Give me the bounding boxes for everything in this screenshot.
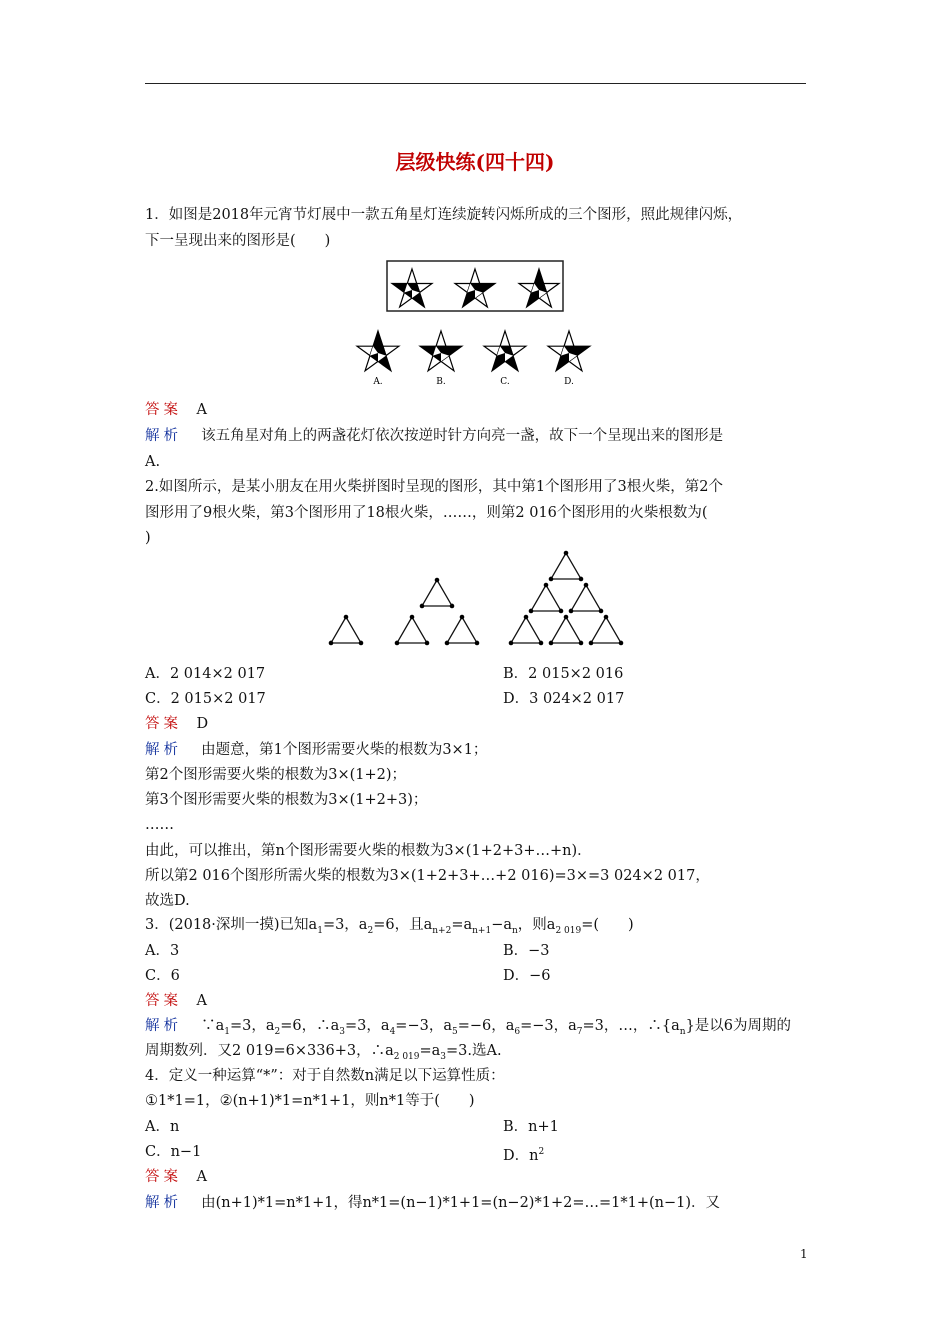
match-head-dot	[544, 583, 549, 588]
q4-stem-line1: 4．定义一种运算“*”：对于自然数n满足以下运算性质：	[145, 1068, 505, 1084]
q1-answer	[145, 400, 207, 420]
match-head-dot	[425, 641, 430, 646]
match-head-dot	[619, 641, 624, 646]
q4-option-c: C．n−1	[145, 1144, 202, 1160]
page-title: 层级快练(四十四)	[395, 150, 555, 174]
match-head-dot	[599, 609, 604, 614]
answer-label: 答案	[145, 993, 182, 1009]
analysis-label: 解析	[145, 428, 182, 444]
q3-answer: 答案 A	[145, 993, 207, 1009]
match-head-dot	[460, 615, 465, 620]
match-head-dot	[359, 641, 364, 646]
fig2-triangle	[422, 580, 452, 606]
answer-label: 答案	[145, 716, 182, 732]
q3-stem: 3．(2018·深圳一摸)已知$a_1=3$，$a_2=6$，且$a_{n+2}=a_{n+1}-a_n$，则$a_{2 019}=$( )	[145, 917, 634, 936]
q3-option-a: A．3	[145, 943, 180, 959]
match-head-dot	[579, 577, 584, 582]
fig3-triangle	[571, 585, 601, 611]
match-head-dot	[410, 615, 415, 620]
analysis-label: 解析	[145, 742, 182, 758]
option-label-c: C.	[500, 377, 510, 387]
match-head-dot	[604, 615, 609, 620]
match-head-dot	[344, 615, 349, 620]
page-number: 1	[800, 1247, 808, 1261]
q3-analysis-line2: 周期数列．又2 019=6×336+3，$\therefore a_{2 019}=a_3=3$.选A.	[145, 1043, 502, 1062]
option-star-b	[420, 331, 462, 371]
fig3-triangle	[551, 553, 581, 579]
q4-option-a: A．n	[145, 1119, 180, 1135]
match-head-dot	[329, 641, 334, 646]
option-label-b: B.	[436, 377, 446, 387]
sequence-star-2	[455, 269, 495, 307]
fig3-triangle	[531, 585, 561, 611]
match-head-dot	[475, 641, 480, 646]
match-head-dot	[549, 577, 554, 582]
star-figure	[0, 255, 950, 415]
match-head-dot	[450, 604, 455, 609]
q2-analysis-line3: 第3个图形需要火柴的根数为3×(1+2+3)；	[145, 792, 428, 808]
q2-analysis-line5: 由此，可以推出，第n个图形需要火柴的根数为3×(1+2+3+…+n)．	[145, 843, 592, 859]
answer-label: 答案	[145, 402, 182, 418]
q1-answer-value: A	[196, 402, 207, 418]
fig2-triangle	[447, 617, 477, 643]
q4-analysis: 解析 由(n+1)*1=n*1+1，得n*1=(n−1)*1+1=(n−2)*1+2=…=1*1+(n−1)．又	[145, 1195, 720, 1211]
q2-option-c: C．2 015×2 017	[145, 691, 266, 707]
match-head-dot	[509, 641, 514, 646]
q1-analysis-line2: A.	[145, 454, 161, 470]
q2-option-d: D．3 024×2 017	[503, 691, 625, 707]
match-head-dot	[435, 578, 440, 583]
q4-stem-line2: ①1*1=1，②(n+1)*1=n*1+1，则n*1等于( )	[145, 1093, 475, 1109]
sequence-star-3	[519, 269, 559, 307]
fig3-triangle	[591, 617, 621, 643]
fig3-triangle	[511, 617, 541, 643]
matchstick-figure	[0, 545, 950, 660]
q4-answer: 答案 A	[145, 1169, 207, 1185]
fig3-triangle	[551, 617, 581, 643]
option-star-c	[484, 331, 526, 371]
match-head-dot	[395, 641, 400, 646]
match-head-dot	[524, 615, 529, 620]
option-label-a: A.	[373, 377, 383, 387]
match-head-dot	[579, 641, 584, 646]
q2-stem-line3: )	[145, 530, 151, 546]
match-head-dot	[584, 583, 589, 588]
match-head-dot	[569, 609, 574, 614]
q4-option-d: D．$n^2$	[503, 1147, 545, 1164]
match-head-dot	[589, 641, 594, 646]
q1-analysis: 解析 该五角星对角上的两盏花灯依次按逆时针方向亮一盏，故下一个呈现出来的图形是	[145, 428, 724, 444]
analysis-label: 解析	[145, 1195, 182, 1211]
header-rule	[145, 83, 806, 84]
q2-option-b: B．2 015×2 016	[503, 666, 624, 682]
q3-option-b: B．−3	[503, 943, 550, 959]
q3-option-d: D．−6	[503, 968, 551, 984]
sequence-star-1	[392, 269, 432, 307]
match-head-dot	[564, 615, 569, 620]
option-star-d	[548, 331, 590, 371]
q2-analysis-line4: ……	[145, 817, 174, 833]
match-head-dot	[559, 609, 564, 614]
match-head-dot	[529, 609, 534, 614]
match-head-dot	[539, 641, 544, 646]
q3-option-c: C．6	[145, 968, 180, 984]
q4-option-b: B．n+1	[503, 1119, 559, 1135]
analysis-label: 解析	[145, 1018, 182, 1034]
q1-stem-line2: 下一呈现出来的图形是( )	[145, 233, 331, 249]
q2-option-a: A．2 014×2 017	[145, 666, 266, 682]
q2-stem-line1: 2.如图所示，是某小朋友在用火柴拼图时呈现的图形，其中第1个图形用了3根火柴，第2个	[145, 479, 724, 495]
answer-label: 答案	[145, 1169, 182, 1185]
q2-analysis-line7: 故选D.	[145, 893, 190, 909]
q3-analysis: 解析 $\because a_1=3$，$a_2=6$，$\therefore a_3=3$，$a_4=-3$，$a_5=-6$，$a_6=-3$，$a_7=3$，…，$\therefore\{a_n\}$是以6为周期的	[145, 1018, 792, 1037]
q2-stem-line2: 图形用了9根火柴，第3个图形用了18根火柴，……，则第2 016个图形用的火柴根数为(	[145, 505, 708, 521]
option-label-d: D.	[564, 377, 574, 387]
match-head-dot	[420, 604, 425, 609]
fig2-triangle	[397, 617, 427, 643]
match-head-dot	[549, 641, 554, 646]
match-head-dot	[564, 551, 569, 556]
fig1-triangle	[331, 617, 361, 643]
q2-analysis: 解析 由题意，第1个图形需要火柴的根数为3×1；	[145, 742, 488, 758]
q2-analysis-line2: 第2个图形需要火柴的根数为3×(1+2)；	[145, 767, 407, 783]
q2-analysis-line6: 所以第2 016个图形所需火柴的根数为3×(1+2+3+…+2 016)=3×=3 024×2 017，	[145, 868, 710, 884]
match-head-dot	[445, 641, 450, 646]
option-star-a	[357, 331, 399, 371]
q1-stem-line1: 1．如图是2018年元宵节灯展中一款五角星灯连续旋转闪烁所成的三个图形，照此规律闪烁，	[145, 207, 743, 223]
q2-answer: 答案 D	[145, 716, 209, 732]
